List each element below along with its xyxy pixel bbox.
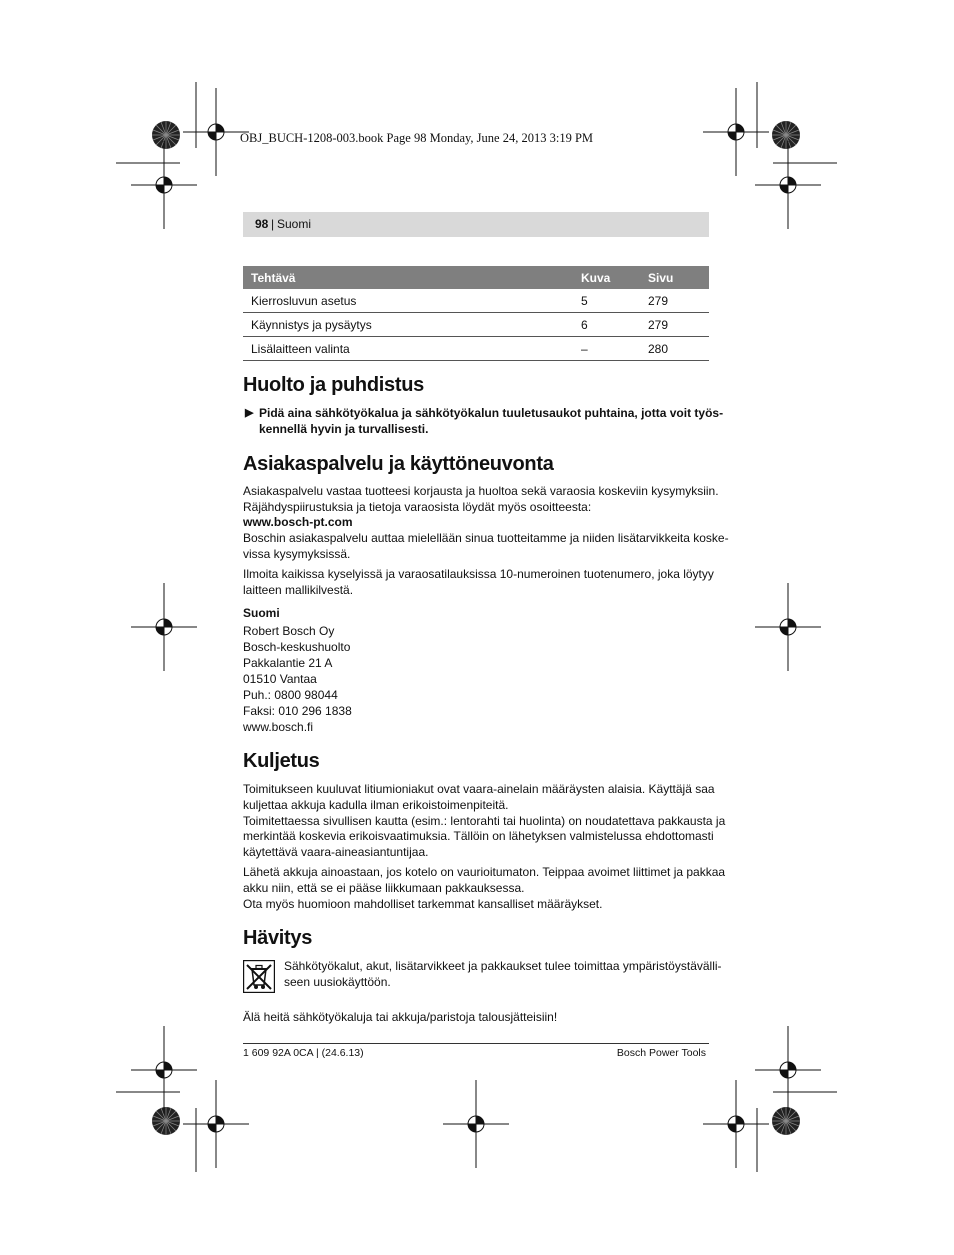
table-header-cell: Kuva — [573, 266, 640, 289]
section-title-transport: Kuljetus — [243, 750, 320, 772]
address-line: Robert Bosch Oy — [243, 624, 335, 638]
paragraph-line: akku niin, että se ei pääse liikkumaan pakkauksessa. — [243, 881, 525, 895]
paragraph-line: Toimitettaessa sivullisen kautta (esim.: lentorahti tai huolinta) on noudatettava pakkausta ja — [243, 814, 726, 828]
maintenance-bullet-line: Pidä aina sähkötyökalua ja sähkötyökalun tuuletusaukot puhtaina, jotta voit työs- — [259, 406, 724, 420]
page-separator: | — [271, 217, 275, 231]
footer-divider — [243, 1043, 709, 1044]
registration-rose-icon — [772, 1107, 800, 1135]
table-header-cell: Sivu — [640, 266, 709, 289]
table-cell: 280 — [640, 337, 709, 361]
section-title-customer-service: Asiakaspalvelu ja käyttöneuvonta — [243, 453, 554, 475]
table-row — [243, 337, 709, 361]
table-cell: 279 — [640, 313, 709, 337]
registration-crosshair-icon — [183, 1080, 249, 1168]
section-title-maintenance: Huolto ja puhdistus — [243, 374, 424, 396]
paragraph-line: laitteen mallikilvestä. — [243, 583, 354, 597]
registration-crosshair-icon — [703, 1080, 769, 1168]
page-language: Suomi — [277, 217, 312, 231]
task-table — [243, 266, 709, 361]
paragraph-line: Boschin asiakaspalvelu auttaa mielellään sinua tuotteitamme ja niiden lisätarvikkeita koske- — [243, 531, 729, 545]
footer-document-code: 1 609 92A 0CA | (24.6.13) — [243, 1047, 364, 1059]
table-cell: Lisälaitteen valinta — [243, 337, 573, 361]
registration-crosshair-icon — [755, 1026, 821, 1114]
table-cell: 279 — [640, 289, 709, 313]
table-header-cell: Tehtävä — [243, 266, 573, 289]
table-cell: 6 — [573, 313, 640, 337]
table-cell: Kierrosluvun asetus — [243, 289, 573, 313]
website-link[interactable]: www.bosch.fi — [243, 720, 314, 734]
registration-crosshair-icon — [755, 583, 821, 671]
page-number: 98 — [255, 217, 269, 231]
paragraph-line: kuljettaa akkuja kadulla ilman erikoistoimenpiteitä. — [243, 798, 509, 812]
paragraph-line: Älä heitä sähkötyökaluja tai akkuja/paristoja talousjätteisiin! — [243, 1010, 558, 1024]
registration-crosshair-icon — [755, 141, 821, 229]
bullet-arrow-icon: ▶ — [245, 407, 254, 419]
paragraph-line: Ota myös huomioon mahdolliset tarkemmat kansalliset määräykset. — [243, 897, 603, 911]
crossed-out-wheelie-bin-icon — [243, 960, 275, 993]
paragraph-line: Asiakaspalvelu vastaa tuotteesi korjausta ja huoltoa sekä varaosia koskeviin kysymyksiin. — [243, 484, 719, 498]
address-line: Pakkalantie 21 A — [243, 656, 333, 670]
paragraph-line: merkintää koskevia erikoisvaatimuksia. Tällöin on lähetyksen valmistelussa ehdottomasti — [243, 829, 714, 843]
registration-crosshair-icon — [131, 141, 197, 229]
table-cell: Käynnistys ja pysäytys — [243, 313, 573, 337]
fax-line: Faksi: 010 296 1838 — [243, 704, 352, 718]
registration-rose-icon — [772, 121, 800, 149]
registration-rose-icon — [152, 121, 180, 149]
table-cell: 5 — [573, 289, 640, 313]
paragraph-line: seen uusiokäyttöön. — [284, 975, 391, 989]
paragraph-line: Sähkötyökalut, akut, lisätarvikkeet ja pakkaukset tulee toimittaa ympäristöystävälli- — [284, 959, 722, 973]
address-line: Bosch-keskushuolto — [243, 640, 351, 654]
table-cell: – — [573, 337, 640, 361]
registration-rose-icon — [152, 1107, 180, 1135]
table-row — [243, 289, 709, 313]
paragraph-line: käytettävä vaara-aineasiantuntijaa. — [243, 845, 429, 859]
paragraph-line: Lähetä akkuja ainoastaan, jos kotelo on vaurioitumaton. Teippaa avoimet liittimet ja pakkaa — [243, 865, 726, 879]
table-header-row — [243, 266, 709, 289]
footer-brand: Bosch Power Tools — [616, 1047, 706, 1059]
paragraph-line: Toimitukseen kuuluvat litiumioniakut ovat vaara-ainelain määräysten alaisia. Käyttäjä saa — [243, 782, 715, 796]
registration-crosshair-icon — [703, 88, 769, 176]
registration-crosshair-icon — [131, 583, 197, 671]
paragraph-line: Ilmoita kaikissa kyselyissä ja varaosatilauksissa 10-numeroinen tuotenumero, joka löytyy — [243, 567, 714, 581]
section-title-disposal: Hävitys — [243, 927, 313, 949]
phone-line: Puh.: 0800 98044 — [243, 688, 338, 702]
maintenance-bullet-line: kennellä hyvin ja turvallisesti. — [259, 422, 429, 436]
print-header: OBJ_BUCH-1208-003.book Page 98 Monday, June 24, 2013 3:19 PM — [240, 131, 594, 145]
registration-crosshair-icon — [443, 1080, 509, 1168]
website-link[interactable]: www.bosch-pt.com — [243, 515, 353, 529]
table-row — [243, 313, 709, 337]
page-header-band — [243, 212, 709, 237]
paragraph-line: Räjähdyspiirustuksia ja tietoja varaosista löydät myös osoitteesta: — [243, 500, 592, 514]
paragraph-line: vissa kysymyksissä. — [243, 547, 351, 561]
country-heading: Suomi — [243, 606, 280, 620]
registration-crosshair-icon — [131, 1026, 197, 1114]
address-line: 01510 Vantaa — [243, 672, 317, 686]
